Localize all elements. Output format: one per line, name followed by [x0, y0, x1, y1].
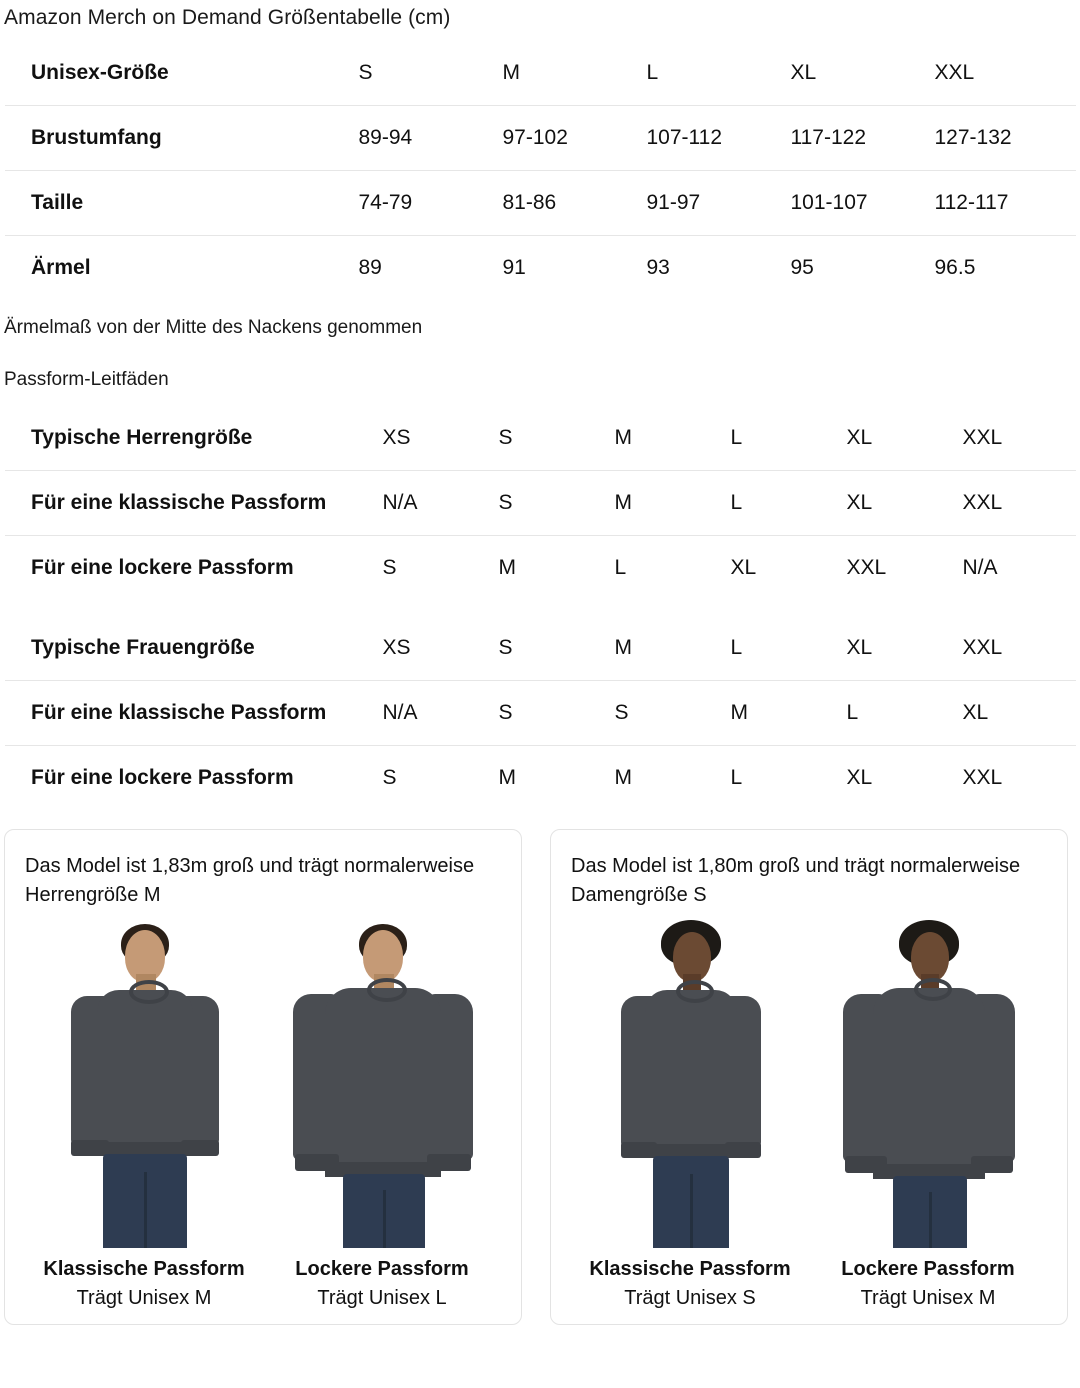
cell: M [501, 41, 645, 106]
cell: L [845, 681, 961, 746]
mens-fit-table [4, 405, 1077, 601]
cell: L [645, 41, 789, 106]
cell: XS [381, 406, 497, 471]
cell: 117-122 [789, 106, 933, 171]
cell: XL [730, 556, 757, 579]
cell: XXL [961, 406, 1077, 471]
cell: 127-132 [933, 106, 1077, 171]
cell: 107-112 [645, 106, 789, 171]
table-row [5, 746, 1077, 811]
caption-fit: Lockere Passform [295, 1258, 469, 1280]
cell: XL [846, 766, 873, 789]
cell: N/A [962, 556, 998, 579]
cell: XL [845, 616, 961, 681]
row-label: Ärmel [31, 256, 91, 279]
table-row [5, 41, 1077, 106]
caption-wears: Trägt Unisex M [860, 1287, 996, 1309]
table-row [5, 471, 1077, 536]
cell: N/A [381, 471, 497, 536]
cell: L [614, 556, 627, 579]
caption-classic [571, 1258, 809, 1310]
caption-fit: Klassische Passform [589, 1258, 791, 1280]
cell: S [357, 41, 501, 106]
row-label: Brustumfang [5, 106, 357, 171]
cell: L [729, 616, 845, 681]
figure-row [25, 918, 501, 1248]
table-row [5, 171, 1077, 236]
cell: 91 [502, 256, 526, 279]
cell: 74-79 [357, 171, 501, 236]
caption-fit: Klassische Passform [43, 1258, 245, 1280]
table-row [5, 406, 1077, 471]
cell: L [730, 766, 743, 789]
card-title: Das Model ist 1,83m groß und trägt normalerweise Herrengröße M [25, 855, 475, 906]
row-label: Für eine lockere Passform [31, 556, 294, 579]
card-title: Das Model ist 1,80m groß und trägt normalerweise Damengröße S [571, 855, 1021, 906]
womens-model-card [550, 829, 1068, 1325]
row-label: Typische Herrengröße [5, 406, 381, 471]
figure-captions [25, 1258, 501, 1310]
cell: XL [961, 681, 1077, 746]
row-label: Taille [5, 171, 357, 236]
cell: S [497, 616, 613, 681]
table-row [5, 106, 1077, 171]
cell: 93 [646, 256, 670, 279]
mens-model-card [4, 829, 522, 1325]
cell: M [498, 556, 516, 579]
cell: 81-86 [501, 171, 645, 236]
cell: XL [845, 471, 961, 536]
cell: M [613, 616, 729, 681]
cell: XXL [962, 766, 1003, 789]
row-label: Unisex-Größe [5, 41, 357, 106]
cell: XL [789, 41, 933, 106]
cell: S [613, 681, 729, 746]
sleeve-measurement-note: Ärmelmaß von der Mitte des Nackens genommen [4, 317, 423, 338]
size-chart-table [4, 40, 1077, 301]
page-title: Amazon Merch on Demand Größentabelle (cm) [4, 6, 451, 29]
cell: XXL [846, 556, 887, 579]
cell: 89-94 [357, 106, 501, 171]
model-figure-classic-fit [31, 918, 257, 1248]
cell: XXL [961, 616, 1077, 681]
caption-fit: Lockere Passform [841, 1258, 1015, 1280]
cell: XXL [961, 471, 1077, 536]
caption-wears: Trägt Unisex M [76, 1287, 212, 1309]
cell: M [498, 766, 516, 789]
cell: L [729, 471, 845, 536]
cell: S [497, 471, 613, 536]
figure-row [571, 918, 1047, 1248]
caption-loose [263, 1258, 501, 1310]
cell: S [382, 766, 397, 789]
cell: S [497, 406, 613, 471]
cell: 101-107 [789, 171, 933, 236]
cell: 97-102 [501, 106, 645, 171]
cell: N/A [381, 681, 497, 746]
cell: 112-117 [933, 171, 1077, 236]
model-figure-loose-fit [269, 918, 495, 1248]
caption-wears: Trägt Unisex L [317, 1287, 447, 1309]
model-figure-loose-fit [815, 918, 1041, 1248]
womens-fit-table [4, 615, 1077, 811]
row-label: Typische Frauengröße [5, 616, 381, 681]
cell: 95 [790, 256, 814, 279]
cell: XS [381, 616, 497, 681]
row-label: Für eine klassische Passform [5, 471, 381, 536]
cell: S [497, 681, 613, 746]
caption-wears: Trägt Unisex S [624, 1287, 756, 1309]
cell: M [613, 471, 729, 536]
cell: 91-97 [645, 171, 789, 236]
cell: L [729, 406, 845, 471]
figure-captions [571, 1258, 1047, 1310]
cell: XXL [933, 41, 1077, 106]
cell: 89 [358, 256, 382, 279]
cell: M [613, 406, 729, 471]
table-row [5, 616, 1077, 681]
model-cards [4, 829, 1076, 1325]
row-label: Für eine klassische Passform [5, 681, 381, 746]
table-row [5, 536, 1077, 601]
row-label: Für eine lockere Passform [31, 766, 294, 789]
cell: M [729, 681, 845, 746]
fit-guides-label: Passform-Leitfäden [4, 369, 169, 390]
table-row [5, 236, 1077, 301]
table-row [5, 681, 1077, 746]
cell: 96.5 [934, 256, 976, 279]
cell: S [382, 556, 397, 579]
caption-loose [809, 1258, 1047, 1310]
cell: M [614, 766, 632, 789]
caption-classic [25, 1258, 263, 1310]
model-figure-classic-fit [577, 918, 803, 1248]
cell: XL [845, 406, 961, 471]
